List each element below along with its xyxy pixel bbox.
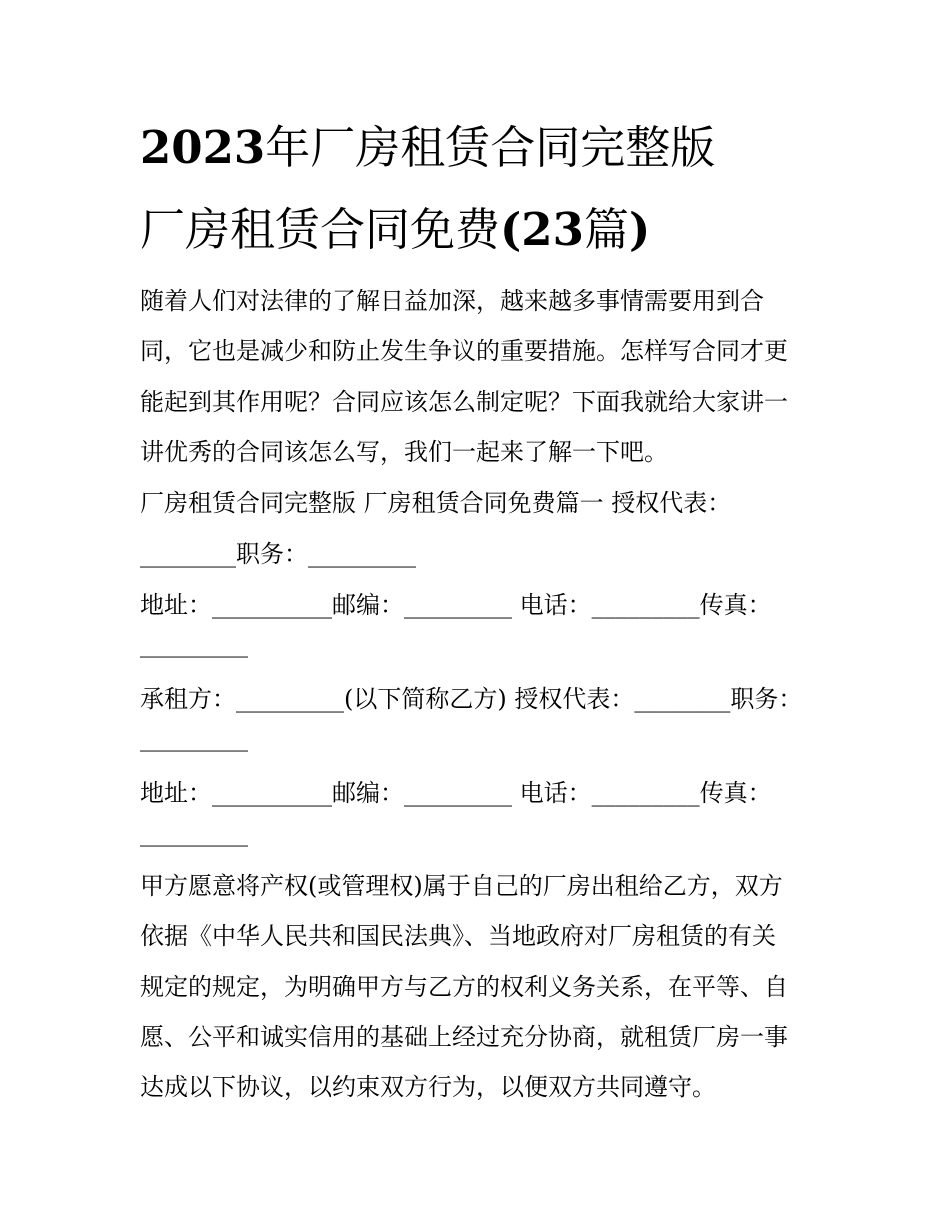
lessee-fax-blank: _________ (140, 819, 248, 847)
title-count-unit: 篇 (583, 203, 629, 256)
title-close-paren: ) (628, 203, 651, 256)
lessee-position-blank: _________ (140, 724, 248, 752)
document-title-line-1 (140, 118, 715, 178)
title-line-2-text: 厂房租赁合同免费 (140, 203, 501, 256)
agreement-line-2: 依据《中华人民共和国民法典》、当地政府对厂房租赁的有关 (140, 922, 776, 950)
intro-line-2: 同，它也是减少和防止发生争议的重要措施。怎样写合同才更 (140, 337, 788, 365)
agreement-line-5: 达成以下协议，以约束双方行为，以便双方共同遵守。 (140, 1073, 716, 1101)
lessor-contact-fields: 地址：__________邮编：_________ 电话：_________传真： (140, 591, 772, 619)
lessor-fax-blank: _________ (140, 630, 248, 658)
lessee-contact-fields: 地址：__________邮编：_________ 电话：_________传真： (140, 779, 772, 807)
title-count: (23 (500, 203, 584, 256)
intro-line-1: 随着人们对法律的了解日益加深，越来越多事情需要用到合 (140, 287, 764, 315)
agreement-line-3: 规定的规定，为明确甲方与乙方的权利义务关系，在平等、自 (140, 973, 788, 1001)
section-heading-line: 厂房租赁合同完整版 厂房租赁合同免费篇一 授权代表： (140, 489, 732, 517)
intro-line-3: 能起到其作用呢？合同应该怎么制定呢？下面我就给大家讲一 (140, 388, 788, 416)
document-title-line-2 (140, 200, 650, 260)
agreement-line-1: 甲方愿意将产权(或管理权)属于自己的厂房出租给乙方，双方 (140, 872, 783, 900)
agreement-line-4: 愿、公平和诚实信用的基础上经过充分协商，就租赁厂房一事 (140, 1023, 788, 1051)
title-line-1-text: 年厂房租赁合同完整版 (265, 121, 716, 174)
lessor-position-field: ________职务：_________ (140, 540, 416, 568)
title-year: 2023 (140, 121, 266, 174)
lessee-fields: 承租方：_________(以下简称乙方) 授权代表：________职务： (140, 685, 803, 713)
intro-line-4: 讲优秀的合同该怎么写，我们一起来了解一下吧。 (140, 438, 668, 466)
